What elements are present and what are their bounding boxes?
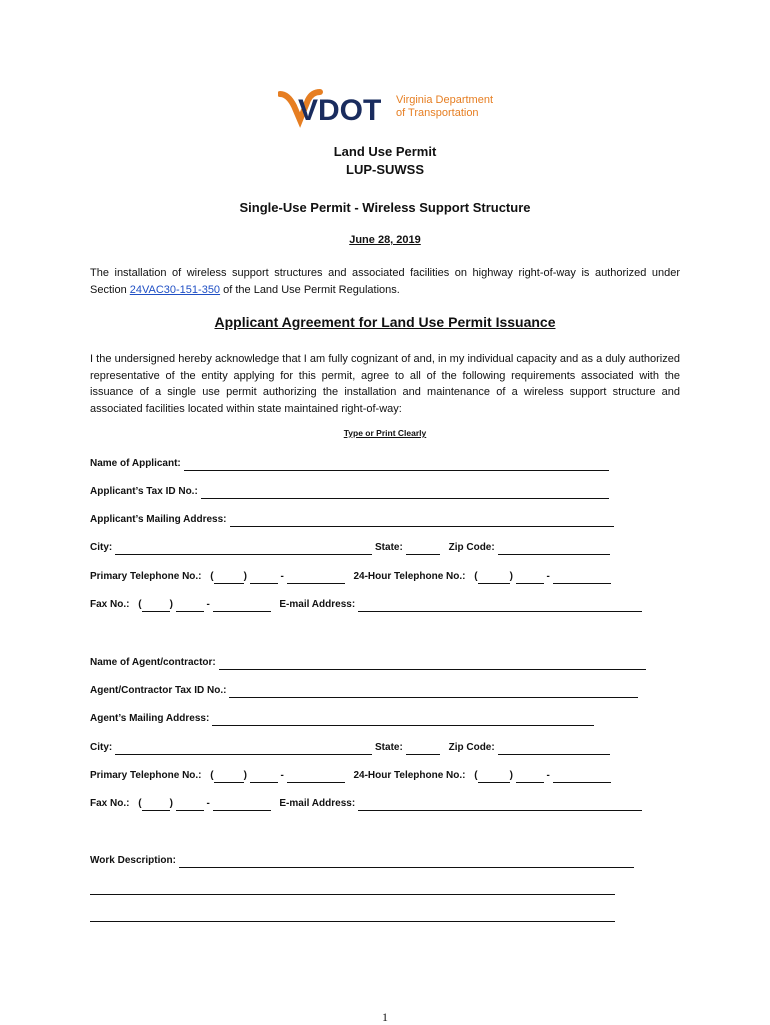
type-print-instruction: Type or Print Clearly <box>343 428 427 438</box>
applicant-tax-id-field[interactable] <box>201 487 609 499</box>
applicant-tax-id-row: Applicant’s Tax ID No.: <box>90 485 609 499</box>
agent-city-field[interactable] <box>115 743 372 755</box>
work-description-row: Work Description: <box>90 854 634 868</box>
agent-mailing-row: Agent’s Mailing Address: <box>90 712 594 726</box>
agent-city-row: City: State: Zip Code: <box>90 741 610 755</box>
agent-fax-line-field[interactable] <box>213 799 271 811</box>
applicant-phone-row: Primary Telephone No.: ( ) - 24-Hour Telephone No.: ( ) - <box>90 570 611 584</box>
agent-tax-id-field[interactable] <box>229 686 638 698</box>
applicant-zip-field[interactable] <box>498 543 610 555</box>
logo-agency-name: Virginia Department of Transportation <box>396 94 494 119</box>
applicant-phone-line-field[interactable] <box>287 572 345 584</box>
applicant-phone-prefix-field[interactable] <box>250 572 278 584</box>
applicant-fax-area-field[interactable] <box>142 600 170 612</box>
applicant-state-field[interactable] <box>406 543 440 555</box>
applicant-phone24-area-field[interactable] <box>478 572 510 584</box>
applicant-phone24-line-field[interactable] <box>553 572 611 584</box>
regulation-link[interactable]: 24VAC30-151-350 <box>129 283 221 296</box>
agent-phone24-line-field[interactable] <box>553 771 611 783</box>
work-description-line-3[interactable] <box>90 921 615 922</box>
agent-email-field[interactable] <box>358 799 642 811</box>
applicant-phone24-prefix-field[interactable] <box>516 572 544 584</box>
applicant-name-row: Name of Applicant: <box>90 457 609 471</box>
agent-fax-prefix-field[interactable] <box>176 799 204 811</box>
document-title: Land Use Permit <box>333 144 437 159</box>
agent-phone-row: Primary Telephone No.: ( ) - 24-Hour Telephone No.: ( ) - <box>90 769 611 783</box>
agent-state-field[interactable] <box>406 743 440 755</box>
document-subtitle: Single-Use Permit - Wireless Support Structure <box>239 200 531 215</box>
agent-fax-row: Fax No.: ( ) - E-mail Address: <box>90 797 642 811</box>
agent-phone24-area-field[interactable] <box>478 771 510 783</box>
applicant-phone-area-field[interactable] <box>214 572 244 584</box>
applicant-fax-line-field[interactable] <box>213 600 271 612</box>
work-description-line-2[interactable] <box>90 894 615 895</box>
applicant-city-field[interactable] <box>115 543 372 555</box>
agreement-paragraph: I the undersigned hereby acknowledge that I am fully cognizant of and, in my individual capacity and as a duly authorized representative of the entity applying for this permit, agree to all of the following requirements associated with the issuance of a single use permit authorizing the installation and maintenance of a wireless support structure and associated facilities located within state maintained right-of-way: <box>90 353 680 415</box>
applicant-mailing-row: Applicant’s Mailing Address: <box>90 513 614 527</box>
agent-phone-prefix-field[interactable] <box>250 771 278 783</box>
applicant-name-field[interactable] <box>184 459 609 471</box>
applicant-mailing-field[interactable] <box>230 515 614 527</box>
agent-name-field[interactable] <box>219 658 646 670</box>
agent-phone-area-field[interactable] <box>214 771 244 783</box>
agent-name-row: Name of Agent/contractor: <box>90 656 646 670</box>
page-number: 1 <box>382 1010 388 1024</box>
applicant-city-row: City: State: Zip Code: <box>90 541 610 555</box>
agent-tax-id-row: Agent/Contractor Tax ID No.: <box>90 684 638 698</box>
agent-zip-field[interactable] <box>498 743 610 755</box>
applicant-fax-prefix-field[interactable] <box>176 600 204 612</box>
intro-paragraph: The installation of wireless support structures and associated facilities on highway right-of-way is authorized under Section 24VAC30-151-350 of the Land Use Permit Regulations. <box>90 267 680 296</box>
svg-text:VDOT: VDOT <box>298 94 382 127</box>
document-date: June 28, 2019 <box>349 234 421 246</box>
applicant-email-field[interactable] <box>358 600 642 612</box>
work-description-field[interactable] <box>179 856 634 868</box>
agent-phone24-prefix-field[interactable] <box>516 771 544 783</box>
agent-phone-line-field[interactable] <box>287 771 345 783</box>
agent-mailing-field[interactable] <box>212 714 594 726</box>
agreement-heading: Applicant Agreement for Land Use Permit Issuance <box>214 314 556 330</box>
agent-fax-area-field[interactable] <box>142 799 170 811</box>
document-code: LUP-SUWSS <box>346 162 424 177</box>
applicant-fax-row: Fax No.: ( ) - E-mail Address: <box>90 598 642 612</box>
